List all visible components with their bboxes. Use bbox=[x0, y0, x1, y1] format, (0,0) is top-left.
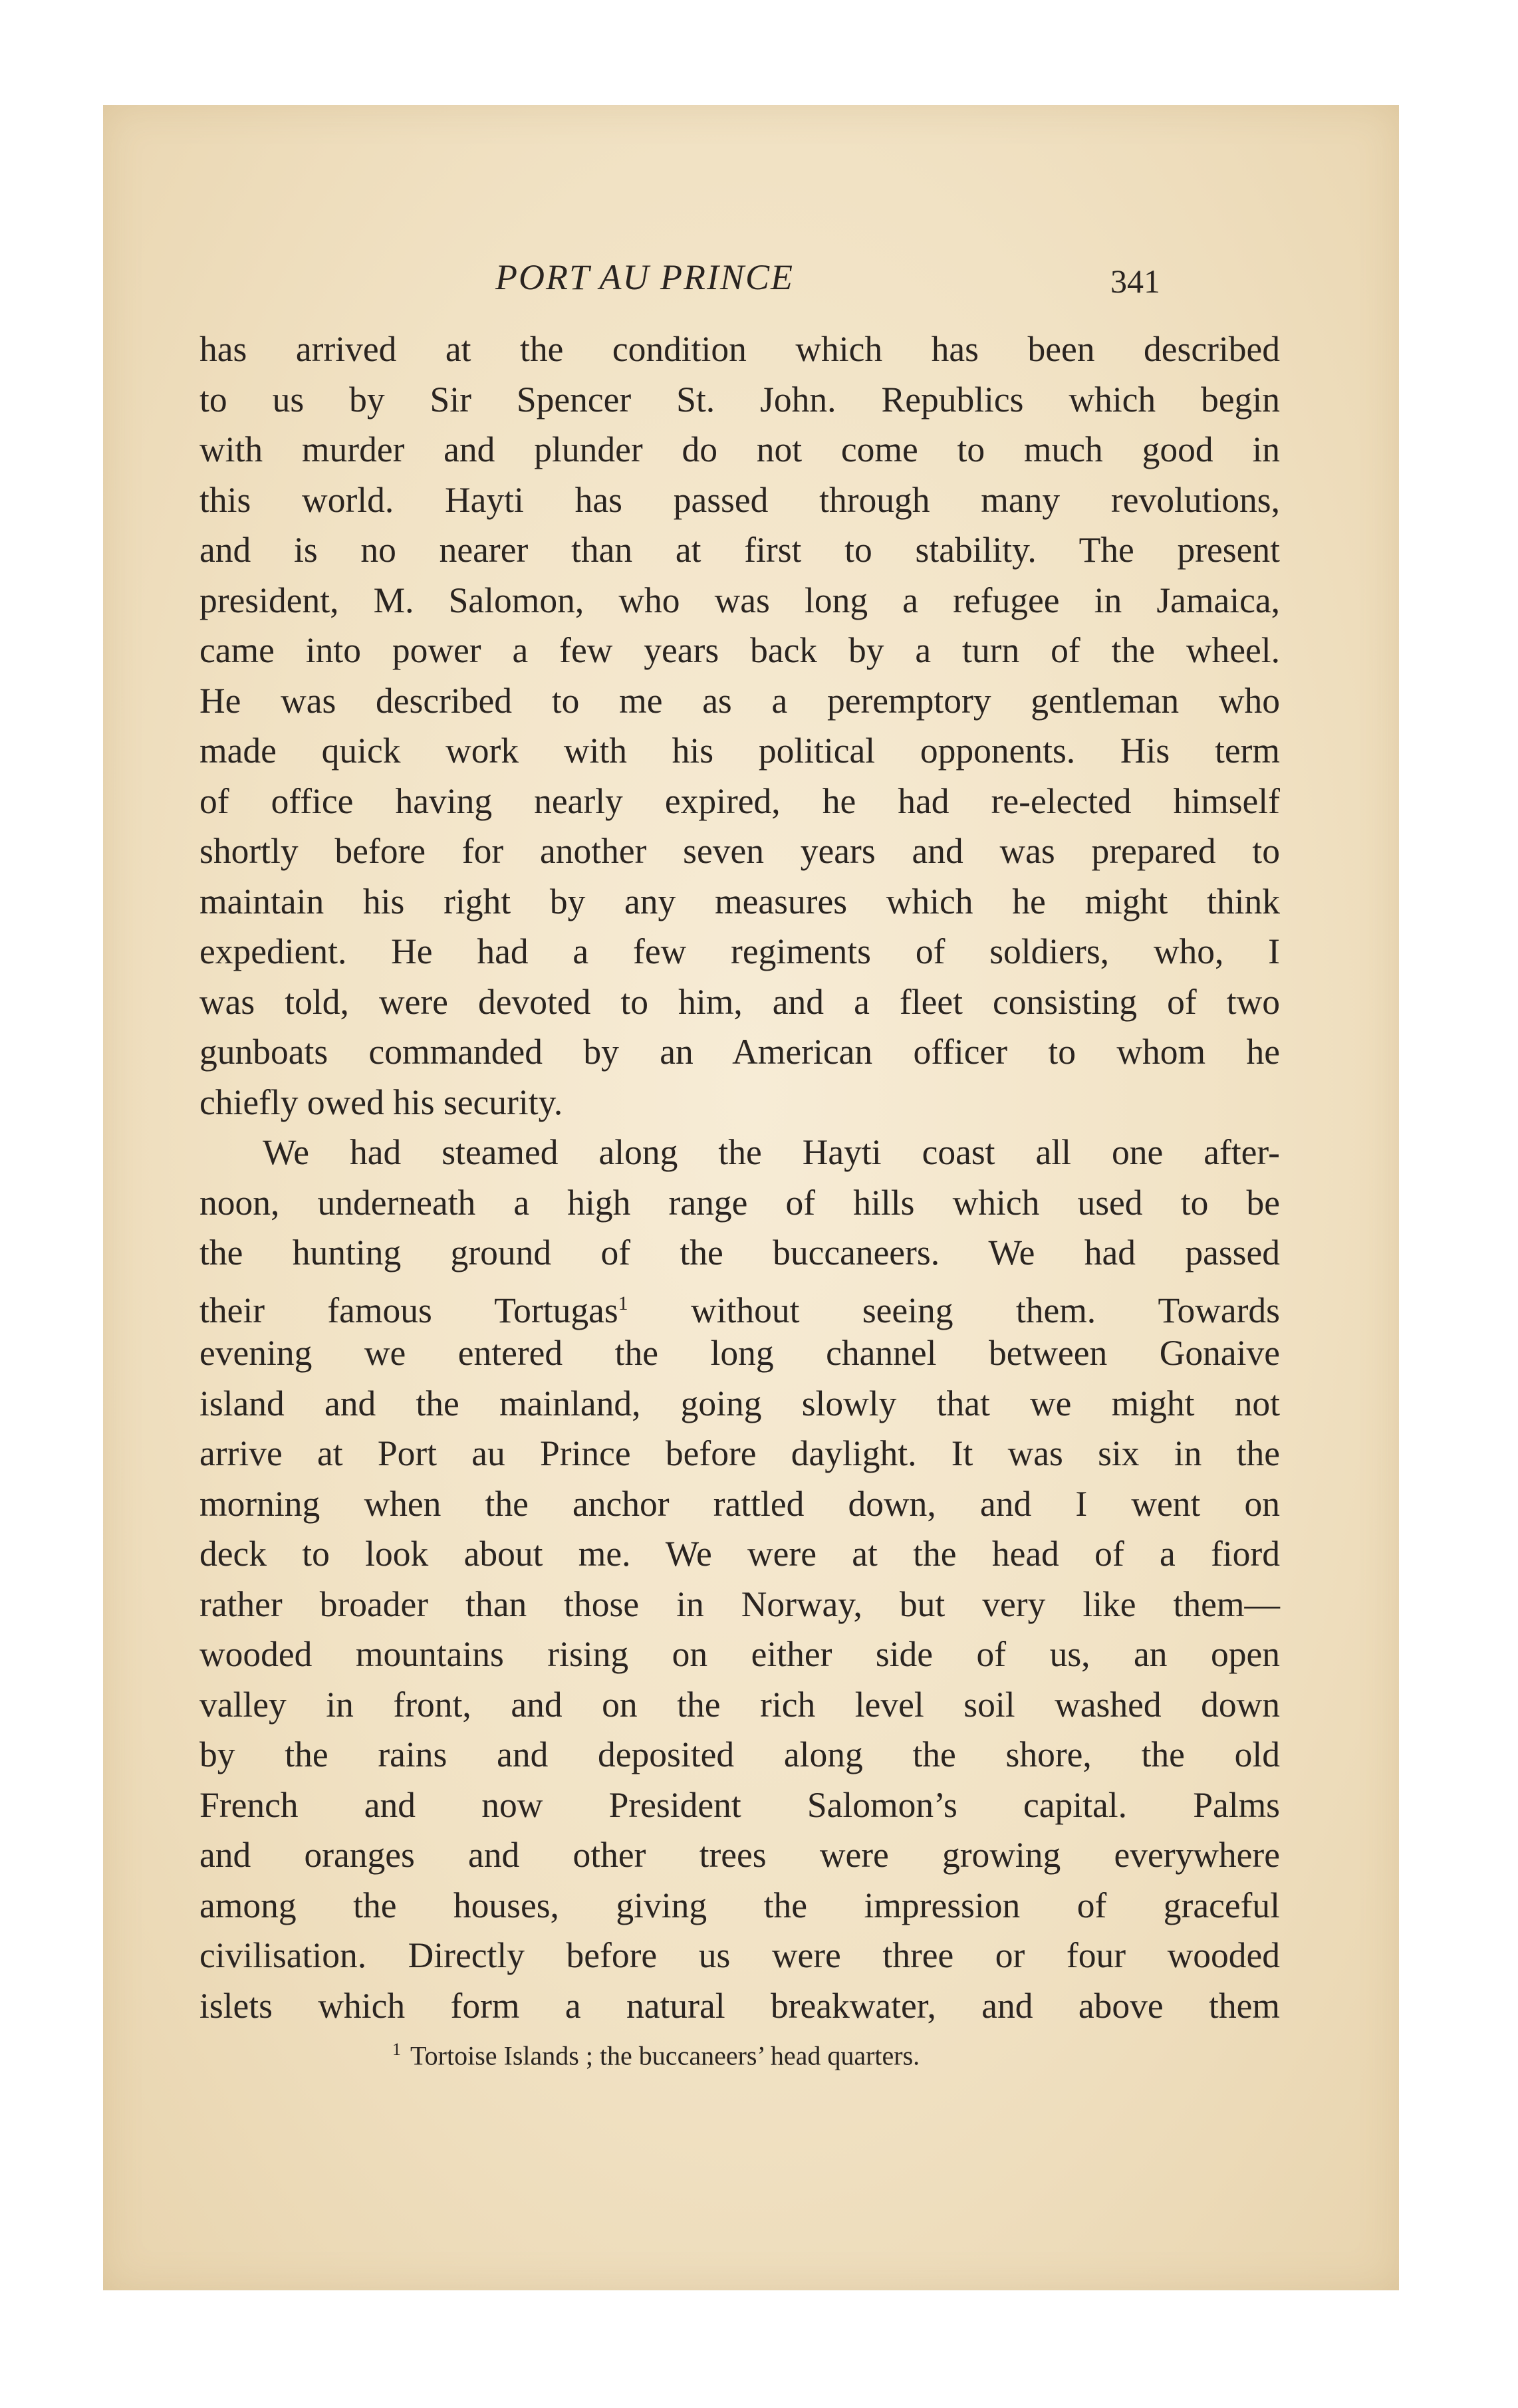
text-line: among the houses, giving the impression of graceful bbox=[199, 1885, 1280, 1925]
running-head: PORT AU PRINCE bbox=[495, 257, 795, 297]
text-line: and is no nearer than at first to stability. The present bbox=[199, 530, 1280, 570]
text-line: with murder and plunder do not come to much good in bbox=[199, 429, 1280, 469]
text-line: evening we entered the long channel between Gonaive bbox=[199, 1333, 1280, 1373]
text-line: shortly before for another seven years and was prepared to bbox=[199, 831, 1280, 871]
body-text bbox=[199, 324, 1280, 2031]
text-line: expedient. He had a few regiments of soldiers, who, I bbox=[199, 931, 1280, 971]
text-line: civilisation. Directly before us were three or four wooded bbox=[199, 1935, 1280, 1975]
text-line: and oranges and other trees were growing everywhere bbox=[199, 1835, 1280, 1875]
text-fragment: without seeing them. Towards bbox=[691, 1290, 1281, 1330]
text-line: gunboats commanded by an American officer to whom he bbox=[199, 1032, 1280, 1072]
text-line: rather broader than those in Norway, but very like them— bbox=[199, 1584, 1280, 1624]
text-line: by the rains and deposited along the shore, the old bbox=[199, 1735, 1280, 1774]
footnote-reference: 1 bbox=[618, 1292, 628, 1314]
text-line bbox=[199, 1278, 1280, 1329]
text-line: maintain his right by any measures which he might think bbox=[199, 881, 1280, 921]
text-line: president, M. Salomon, who was long a refugee in Jamaica, bbox=[199, 580, 1280, 620]
text-line: wooded mountains rising on either side of us, an open bbox=[199, 1634, 1280, 1674]
text-line: came into power a few years back by a turn of the wheel. bbox=[199, 630, 1280, 670]
text-fragment: their famous Tortugas bbox=[199, 1290, 618, 1330]
text-line: deck to look about me. We were at the head of a fiord bbox=[199, 1534, 1280, 1574]
footnote bbox=[392, 2040, 920, 2071]
paragraph-1 bbox=[199, 324, 1280, 1128]
text-line: the hunting ground of the buccaneers. We had passed bbox=[199, 1233, 1280, 1272]
footnote-text: Tortoise Islands ; the buccaneers’ head quarters. bbox=[410, 2040, 920, 2071]
text-line: We had steamed along the Hayti coast all one after- bbox=[263, 1132, 1280, 1172]
text-line: was told, were devoted to him, and a fleet consisting of two bbox=[199, 981, 1280, 1022]
page-number: 341 bbox=[1110, 263, 1160, 300]
text-line: to us by Sir Spencer St. John. Republics which begin bbox=[199, 379, 1280, 420]
text-line: chiefly owed his security. bbox=[199, 1082, 563, 1122]
text-line: valley in front, and on the rich level soil washed down bbox=[199, 1684, 1280, 1725]
text-line: noon, underneath a high range of hills which used to be bbox=[199, 1182, 1280, 1223]
paragraph-2 bbox=[199, 1128, 1280, 2031]
text-line: island and the mainland, going slowly that we might not bbox=[199, 1383, 1280, 1423]
text-line: islets which form a natural breakwater, and above them bbox=[199, 1985, 1280, 2026]
page-header bbox=[103, 257, 1399, 310]
book-page bbox=[103, 105, 1399, 2290]
text-line: has arrived at the condition which has been described bbox=[199, 329, 1280, 369]
text-line: arrive at Port au Prince before daylight. It was six in the bbox=[199, 1433, 1280, 1473]
text-line: this world. Hayti has passed through many revolutions, bbox=[199, 479, 1280, 520]
text-line: French and now President Salomon’s capital. Palms bbox=[199, 1784, 1280, 1825]
text-line: of office having nearly expired, he had re-elected himself bbox=[199, 781, 1280, 821]
text-line: morning when the anchor rattled down, and I went on bbox=[199, 1483, 1280, 1524]
footnote-marker: 1 bbox=[392, 2040, 401, 2059]
text-line: He was described to me as a peremptory gentleman who bbox=[199, 680, 1280, 721]
text-line: made quick work with his political opponents. His term bbox=[199, 731, 1280, 771]
